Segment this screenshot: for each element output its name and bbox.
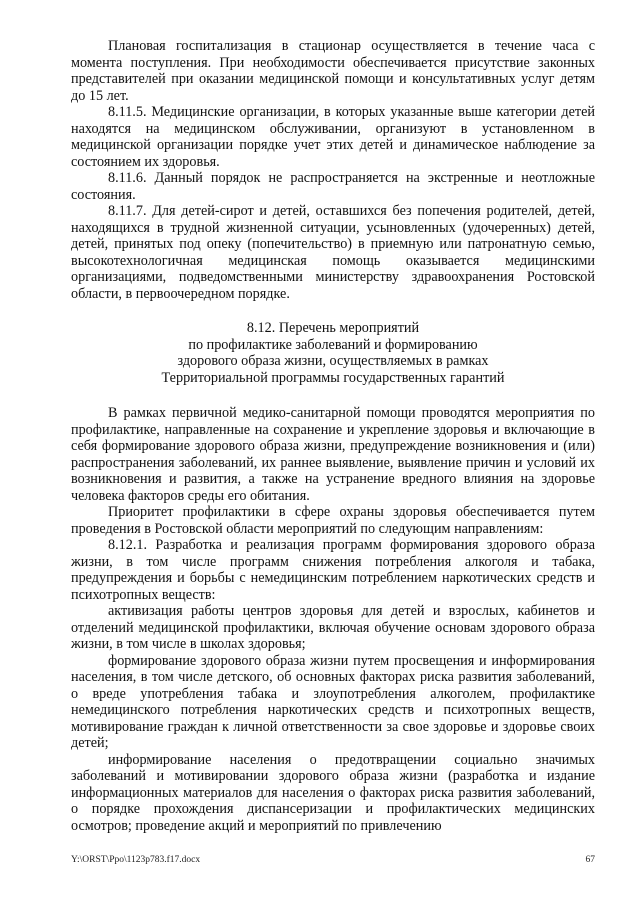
paragraph-priority: Приоритет профилактики в сфере охраны здоровья обеспечивается путем проведения в Ростовской области мероприятий по следующим направлениям: xyxy=(71,504,595,537)
paragraph-8-11-7: 8.11.7. Для детей-сирот и детей, оставшихся без попечения родителей, детей, находящихся в трудной жизненной ситуации, усыновленных (удочеренных) детей, детей, принятых под опеку (попечительство) в приемную или патронатную семью, высокотехнологичная медицинская помощь оказывается медицинскими организациями, подведомственными министерству здравоохранения Ростовской области, в первоочередном порядке. xyxy=(71,203,595,302)
heading-line: Территориальной программы государственных гарантий xyxy=(161,369,505,386)
paragraph-8-11-5: 8.11.5. Медицинские организации, в которых указанные выше категории детей находятся на медицинском обслуживании, организуют в установленном в медицинской организации порядке учет этих детей и динамическое наблюдение за состоянием их здоровья. xyxy=(71,104,595,170)
page-number: 67 xyxy=(585,855,595,865)
paragraph-health-centers: активизация работы центров здоровья для детей и взрослых, кабинетов и отделений медицинской профилактики, включая обучение основам здорового образа жизни, в том числе в школах здоровья; xyxy=(71,603,595,652)
document-body xyxy=(71,38,595,834)
paragraph-8-12-1: 8.12.1. Разработка и реализация программ формирования здорового образа жизни, в том числе программ снижения потребления алкоголя и табака, предупреждения и борьбы с немедицинским потреблением наркотических средств и психотропных веществ: xyxy=(71,537,595,603)
paragraph-healthy-lifestyle: формирование здорового образа жизни путем просвещения и информирования населения, в том числе детского, об основных факторах риска развития заболеваний, о вреде употребления табака и злоупотребления алкоголем, профилактике немедицинского потребления наркотических средств и психотропных веществ, мотивирование граждан к личной ответственности за свое здоровье и здоровье своих детей; xyxy=(71,652,595,751)
paragraph-hospitalization: Плановая госпитализация в стационар осуществляется в течение часа с момента поступления. При необходимости обеспечивается присутствие законных представителей при оказании медицинской помощи и консультативных услуг детям до 15 лет. xyxy=(71,38,595,104)
heading-line: здорового образа жизни, осуществляемых в рамках xyxy=(177,353,489,369)
heading-line: по профилактике заболеваний и формированию xyxy=(188,336,478,353)
file-path: Y:\ORST\Ppo\1123p783.f17.docx xyxy=(71,855,201,865)
section-heading-8-12 xyxy=(71,320,595,386)
paragraph-primary-care: В рамках первичной медико-санитарной помощи проводятся мероприятия по профилактике, направленные на сохранение и укрепление здоровья и включающие в себя формирование здорового образа жизни, предупреждение возникновения и (или) распространения заболеваний, их раннее выявление, выявление причин и условий их возникновения и развития, а также на устранение вредного влияния на здоровье человека факторов среды его обитания. xyxy=(71,405,595,504)
paragraph-informing: информирование населения о предотвращении социально значимых заболеваний и мотивировании здорового образа жизни (разработка и издание информационных материалов для населения о факторах риска развития заболеваний, о порядке прохождения диспансеризации и профилактических медицинских осмотров; проведение акций и мероприятий по привлечению xyxy=(71,751,595,834)
heading-line: 8.12. Перечень мероприятий xyxy=(246,320,420,336)
paragraph-8-11-6: 8.11.6. Данный порядок не распространяется на экстренные и неотложные состояния. xyxy=(71,170,595,203)
